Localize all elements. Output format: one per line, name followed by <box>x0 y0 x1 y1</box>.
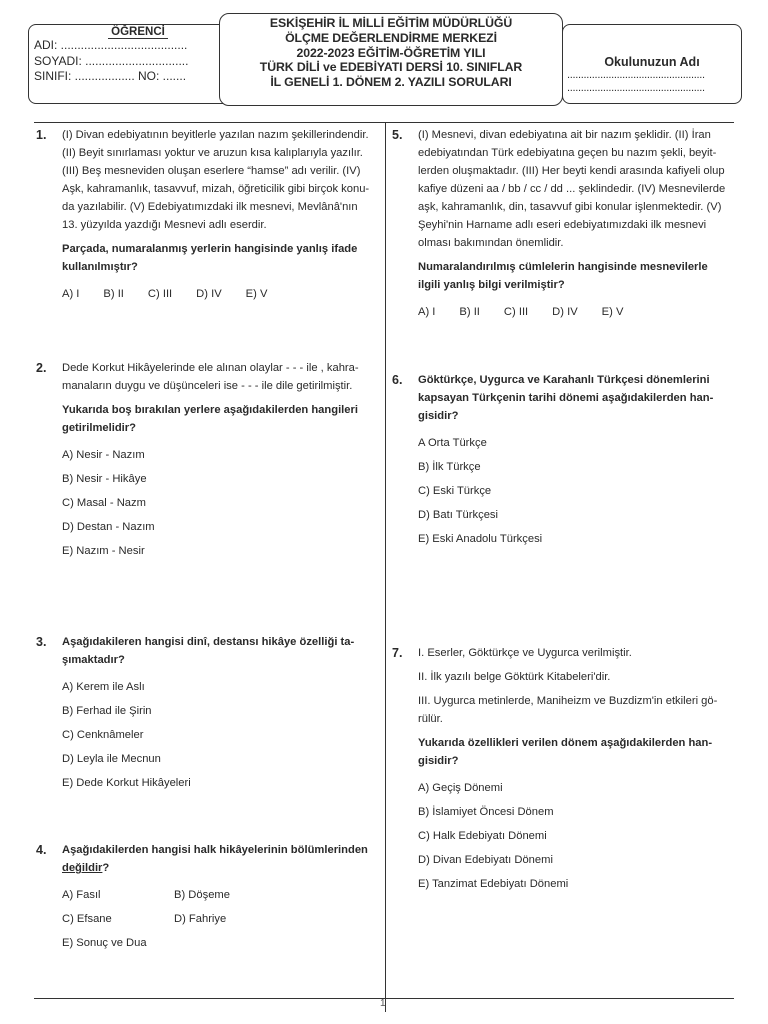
option-a[interactable]: A) I <box>418 306 436 318</box>
question-number: 2. <box>36 361 47 375</box>
question-1 <box>36 126 376 306</box>
option-d[interactable]: D) Divan Edebiyatı Dönemi <box>418 854 553 866</box>
option-c[interactable]: C) III <box>147 288 173 300</box>
option-e[interactable]: E) Tanzimat Edebiyatı Dönemi <box>418 878 569 890</box>
option-b[interactable]: B) Ferhad ile Şirin <box>62 705 152 717</box>
title-line-3: 2022-2023 EĞİTİM-ÖĞRETİM YILI <box>296 45 486 60</box>
option-d[interactable]: D) IV <box>552 306 578 318</box>
title-line-1: ESKİŞEHİR İL MİLLİ EĞİTİM MÜDÜRLÜĞÜ <box>269 16 513 30</box>
option-e[interactable]: E) Dede Korkut Hikâyeleri <box>62 777 191 789</box>
option-b[interactable]: B) İslamiyet Öncesi Dönem <box>418 806 554 818</box>
option-e[interactable]: E) V <box>601 306 624 318</box>
page-number: 1 <box>380 998 386 1009</box>
options <box>418 300 732 324</box>
question-text: Dede Korkut Hikâyelerinde ele alınan olaylar - - - ile , kahra-manaların duygu ve düşünceleri ise - - - ile dile getirilmiştir. <box>62 362 359 392</box>
option-a[interactable]: A) Geçiş Dönemi <box>418 782 503 794</box>
option-c[interactable]: C) Eski Türkçe <box>418 485 492 497</box>
options-row-1 <box>62 883 376 907</box>
statement-3: III. Uygurca metinlerde, Maniheizm ve Buzdizm'in etkileri gö-rülür. <box>418 695 718 725</box>
question-2 <box>36 359 376 563</box>
school-box-title: Okulunuzun Adı <box>604 55 700 69</box>
question-number: 5. <box>392 128 403 142</box>
class-number-field[interactable]: SINIFI: .................. NO: ....... <box>34 69 187 83</box>
question-stem: Yukarıda boş bırakılan yerlere aşağıdakilerden hangileri getirilmelidir? <box>62 404 358 434</box>
option-d[interactable]: D) Leyla ile Mecnun <box>62 753 161 765</box>
question-stem: Yukarıda özellikleri verilen dönem aşağıdakilerden han-gisidir? <box>418 737 713 767</box>
statement-2: II. İlk yazılı belge Göktürk Kitabeleri'dir. <box>418 671 611 683</box>
student-box-title: ÖĞRENCİ <box>29 26 247 38</box>
option-a[interactable]: A) Fasıl <box>62 889 101 901</box>
column-divider <box>385 122 386 1012</box>
school-name-line-2[interactable]: .................................................. <box>567 82 705 94</box>
option-e[interactable]: E) V <box>245 288 268 300</box>
option-e[interactable]: E) Nazım - Nesir <box>62 545 145 557</box>
option-e[interactable]: E) Sonuç ve Dua <box>62 937 147 949</box>
option-d[interactable]: D) Fahriye <box>174 913 227 925</box>
option-c[interactable]: C) Halk Edebiyatı Dönemi <box>418 830 547 842</box>
option-d[interactable]: D) Batı Türkçesi <box>418 509 498 521</box>
title-line-2: ÖLÇME DEĞERLENDİRME MERKEZİ <box>285 30 497 45</box>
option-a[interactable]: A) Nesir - Nazım <box>62 449 145 461</box>
question-stem: Parçada, numaralanmış yerlerin hangisinde yanlış ifade kullanılmıştır? <box>62 243 358 273</box>
question-stem: Göktürkçe, Uygurca ve Karahanlı Türkçesi dönemlerini kapsayan Türkçenin tarihi dönemi aşağıdakilerden han-gisidir? <box>418 374 714 422</box>
option-c[interactable]: C) III <box>503 306 529 318</box>
option-c[interactable]: C) Masal - Nazm <box>62 497 146 509</box>
question-3 <box>36 633 376 795</box>
school-name-line-1[interactable]: .................................................. <box>567 69 705 81</box>
options-row-2 <box>62 907 376 931</box>
option-a[interactable]: A) Kerem ile Aslı <box>62 681 145 693</box>
option-e[interactable]: E) Eski Anadolu Türkçesi <box>418 533 543 545</box>
option-b[interactable]: B) II <box>459 306 480 318</box>
question-text: (I) Divan edebiyatının beyitlerle yazılan nazım şekillerindendir. (II) Beyit sınırlaması yoktur ve aruzun kısa kalıplarıyla yazılır. (III) Beş mesneviden oluşan eserlere “hamse” adı verilir. (IV) Aşk, kahramanlık, tasavvuf, mizah, öğreticilik gibi birçok konu-da yazılabilir. (V) Edebiyatımızdaki ilk mesnevi, Mevlânâ'nın 13. yüzyılda yazdığı Mesnevi adlı eserdir. <box>62 129 370 231</box>
question-number: 3. <box>36 635 47 649</box>
option-c[interactable]: C) Efsane <box>62 913 112 925</box>
option-c[interactable]: C) Cenknâmeler <box>62 729 144 741</box>
question-7 <box>392 644 732 896</box>
option-a[interactable]: A) I <box>62 288 80 300</box>
title-line-4: TÜRK DİLİ ve EDEBİYATI DERSİ 10. SINIFLAR <box>259 60 523 75</box>
top-divider <box>34 122 734 123</box>
option-b[interactable]: B) Döşeme <box>174 889 230 901</box>
question-number: 7. <box>392 646 403 660</box>
question-stem: Numaralandırılmış cümlelerin hangisinde mesnevilerle ilgili yanlış bilgi verilmiştir? <box>418 261 708 291</box>
title-line-5: İL GENELİ 1. DÖNEM 2. YAZILI SORULARI <box>270 75 512 90</box>
question-text: (I) Mesnevi, divan edebiyatına ait bir nazım şeklidir. (II) İran edebiyatından Türk edebiyatına geçen bu nazım şekli, beyit-lerden oluşmaktadır. (III) Her beyti kendi arasında kafiyeli olup kafiye düzeni aa / bb / cc / dd ... şeklindedir. (IV) Mesnevilerde aşk, kahramanlık, din, tasavvuf gibi konular işlenmektedir. (V) Şeyhi'nin Harname adlı eseri edebiyatımızdaki ilk mesnevi olması bakımından önemlidir. <box>418 129 726 249</box>
statement-1: I. Eserler, Göktürkçe ve Uygurca verilmiştir. <box>418 647 632 659</box>
negation-word: değildir <box>62 862 103 874</box>
question-4 <box>36 841 376 955</box>
student-info-box <box>28 24 248 104</box>
question-stem: Aşağıdakileren hangisi dinî, destansı hikâye özelliği ta-şımaktadır? <box>62 636 355 666</box>
option-b[interactable]: B) Nesir - Hikâye <box>62 473 147 485</box>
name-field[interactable]: ADI: ...................................... <box>34 38 188 52</box>
options <box>62 282 376 306</box>
option-d[interactable]: D) IV <box>196 288 222 300</box>
question-6 <box>392 371 732 551</box>
option-a[interactable]: A Orta Türkçe <box>418 437 487 449</box>
surname-field[interactable]: SOYADI: ............................... <box>34 53 189 68</box>
school-name-box <box>562 24 742 104</box>
option-d[interactable]: D) Destan - Nazım <box>62 521 155 533</box>
question-5 <box>392 126 732 324</box>
option-b[interactable]: B) İlk Türkçe <box>418 461 481 473</box>
question-number: 4. <box>36 843 47 857</box>
question-number: 6. <box>392 373 403 387</box>
option-b[interactable]: B) II <box>103 288 124 300</box>
exam-title-box <box>219 13 563 106</box>
question-number: 1. <box>36 128 47 142</box>
question-stem: Aşağıdakilerden hangisi halk hikâyelerinin bölümlerinden değildir? <box>62 844 368 874</box>
